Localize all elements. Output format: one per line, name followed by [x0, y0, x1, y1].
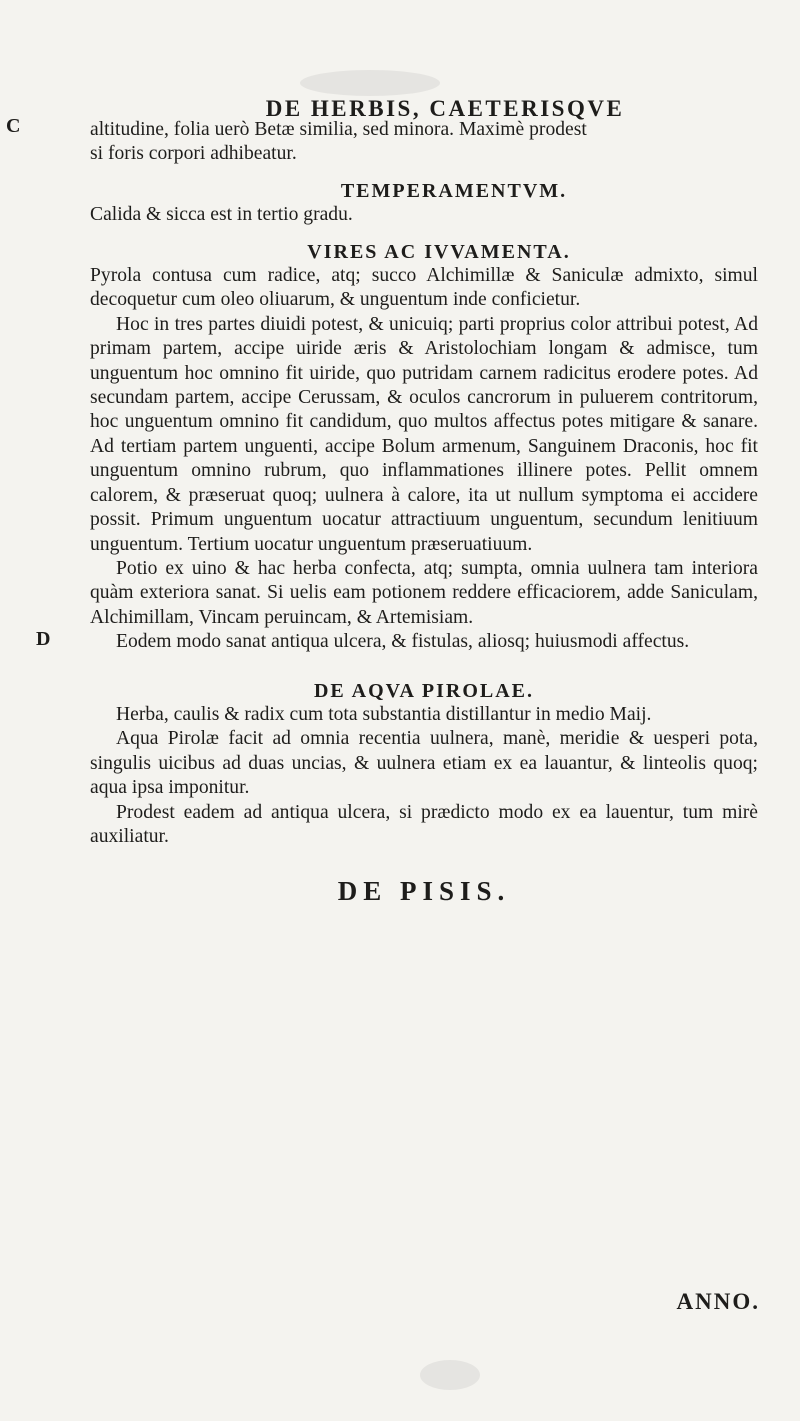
temperamentum-text: Calida & sicca est in tertio gradu.: [90, 204, 353, 226]
aqua-paragraph: Prodest eadem ad antiqua ulcera, si prædicto modo ex ea lauentur, tum mirè auxiliatur.: [90, 801, 758, 847]
vires-paragraph: Potio ex uino & hac herba confecta, atq; sumpta, omnia uulnera tam interiora quàm exteriora sanat. Si uelis eam potionem reddere efficaciorem, adde Saniculam, Alchimillam, Vincam peruincam, & Artemisiam.: [90, 557, 758, 628]
aqua-paragraph: Herba, caulis & radix cum tota substantia distillantur in medio Maij.: [116, 703, 652, 725]
opening-line: altitudine, folia uerò Betæ similia, sed minora. Maximè prodest: [90, 119, 587, 140]
vires-paragraph: Pyrola contusa cum radice, atq; succo Alchimillæ & Saniculæ admixto, simul decoquetur cum oleo oliuarum, & unguentum inde conficietur.: [90, 265, 758, 311]
section-heading-aqua: DE AQVA PIROLAE.: [313, 679, 534, 702]
vires-paragraph: Eodem modo sanat antiqua ulcera, & fistulas, aliosq; huiusmodi affectus.: [116, 631, 690, 653]
section-heading-pisis: DE PISIS.: [337, 876, 511, 907]
page-stain: [420, 1360, 480, 1390]
opening-line: si foris corpori adhibeatur.: [90, 143, 297, 165]
margin-letter-d: D: [36, 628, 51, 650]
vires-paragraph: Hoc in tres partes diuidi potest, & unicuiq; parti proprius color attribui potest, Ad primam partem, accipe uiride æris & Aristolochiam longam & admisce, tum unguentum hoc omnino fit uiride, quo putridam carnem radicitus erodere potes. Ad secundam partem, accipe Cerussam, & oculos cancrorum in puluerem contritorum, hoc unguentum omnino fit candidum, quo multos affectus potes mitigare & sanare. Ad tertiam partem unguenti, accipe Bolum armenum, Sanguinem Draconis, hoc fit unguentum omnino rubrum, quo inflammationes illinere potes. Pellit omnem calorem, & præseruat quoq; uulnera à calore, ita ut nullum symptoma ei accidere possit. Primum unguentum uocatur attractiuum unguentum, secundum lenitiuum unguentum. Tertium uocatur unguentum præseruatiuum.: [90, 313, 758, 555]
section-heading-vires: VIRES AC IVVAMENTA.: [307, 240, 571, 263]
page-stain: [300, 70, 440, 96]
margin-letter-c: C: [6, 115, 21, 137]
catchword: ANNO.: [676, 1289, 760, 1314]
section-heading-temperamentum: TEMPERAMENTVM.: [340, 179, 568, 202]
running-head: DE HERBIS, CAETERISQVE: [265, 96, 625, 121]
body-text: [90, 118, 758, 911]
aqua-paragraph: Aqua Pirolæ facit ad omnia recentia uulnera, manè, meridie & uesperi pota, singulis uicibus ad duas uncias, & uulnera etiam ex ea lauantur, & linteolis quoq; aqua ipsa imponitur.: [90, 728, 758, 799]
